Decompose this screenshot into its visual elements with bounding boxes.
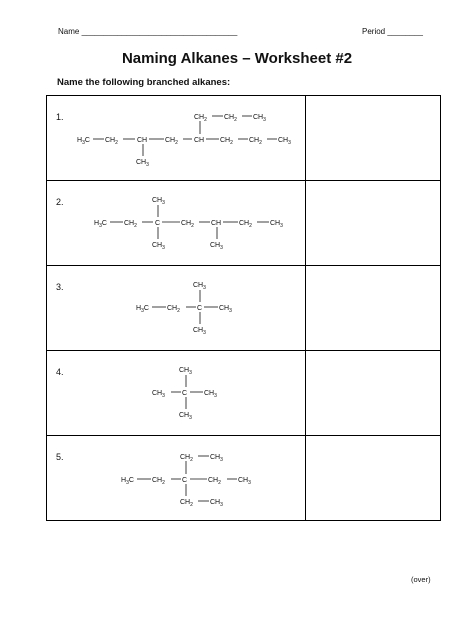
svg-text:CH2: $CH_2$: [124, 220, 137, 229]
svg-text:CH2: $CH_2$: [105, 137, 118, 146]
svg-text:CH: CH: [194, 137, 205, 144]
structure-cell-3: [47, 266, 306, 351]
structure-diagram-2: [47, 181, 305, 265]
svg-text:CH3: $CH_3$: [210, 454, 223, 463]
svg-text:H3C: $H_3C$: [121, 477, 134, 486]
svg-text:H3C: $H_3C$: [77, 137, 90, 146]
svg-text:CH2: $CH_2$: [239, 220, 252, 229]
problem-number-1: 1.: [56, 112, 64, 122]
svg-text:CH2: $CH_2$: [194, 114, 207, 123]
svg-text:CH3: $CH_3$: [278, 137, 291, 146]
problem-number-3: 3.: [56, 282, 64, 292]
svg-text:C: C: [197, 305, 203, 312]
structure-cell-5: [47, 436, 306, 521]
period-field[interactable]: Period ________: [362, 27, 423, 36]
structure-cell-2: [47, 181, 306, 266]
svg-text:C: C: [155, 220, 161, 227]
structure-diagram-1: [47, 96, 305, 180]
svg-text:CH3: $CH_3$: [193, 282, 206, 291]
answer-cell-5[interactable]: [306, 436, 441, 521]
svg-text:CH2: $CH_2$: [152, 477, 165, 486]
svg-text:CH2: $CH_2$: [167, 305, 180, 314]
svg-text:CH2: $CH_2$: [180, 454, 193, 463]
svg-text:CH3: $CH_3$: [210, 242, 223, 251]
svg-text:CH3: $CH_3$: [179, 367, 192, 376]
problem-number-4: 4.: [56, 367, 64, 377]
structure-cell-1: [47, 96, 306, 181]
svg-text:CH2: $CH_2$: [165, 137, 178, 146]
answer-cell-1[interactable]: [306, 96, 441, 181]
problem-number-2: 2.: [56, 197, 64, 207]
answer-cell-2[interactable]: [306, 181, 441, 266]
problem-row-4: [47, 351, 441, 436]
svg-text:CH3: $CH_3$: [152, 242, 165, 251]
svg-text:CH: CH: [137, 137, 148, 144]
svg-text:CH3: $CH_3$: [193, 327, 206, 336]
svg-text:CH3: $CH_3$: [136, 159, 149, 168]
svg-text:CH3: $CH_3$: [219, 305, 232, 314]
svg-text:CH3: $CH_3$: [204, 390, 217, 399]
structure-diagram-5: [47, 436, 305, 520]
svg-text:CH2: $CH_2$: [181, 220, 194, 229]
worksheet-table: [46, 95, 441, 521]
page-title: Naming Alkanes – Worksheet #2: [121, 50, 353, 67]
structure-diagram-4: [47, 351, 305, 435]
svg-text:C: C: [182, 390, 188, 397]
svg-text:CH3: $CH_3$: [152, 390, 165, 399]
page-footer-over: (over): [411, 575, 431, 584]
svg-text:CH: CH: [211, 220, 222, 227]
svg-text:H3C: $H_3C$: [94, 220, 107, 229]
svg-text:CH3: $CH_3$: [152, 197, 165, 206]
svg-text:CH2: $CH_2$: [180, 499, 193, 508]
svg-text:CH3: $CH_3$: [270, 220, 283, 229]
svg-text:CH2: $CH_2$: [249, 137, 262, 146]
structure-cell-4: [47, 351, 306, 436]
problem-row-3: [47, 266, 441, 351]
svg-text:C: C: [182, 477, 188, 484]
name-field[interactable]: Name ___________________________________: [58, 27, 238, 36]
svg-text:H3C: $H_3C$: [136, 305, 149, 314]
svg-text:CH3: $CH_3$: [210, 499, 223, 508]
problem-number-5: 5.: [56, 452, 64, 462]
instructions: Name the following branched alkanes:: [57, 77, 231, 88]
svg-text:CH2: $CH_2$: [224, 114, 237, 123]
structure-diagram-3: [47, 266, 305, 350]
svg-text:CH3: $CH_3$: [179, 412, 192, 421]
svg-text:CH3: $CH_3$: [238, 477, 251, 486]
svg-text:CH2: $CH_2$: [208, 477, 221, 486]
svg-text:CH2: $CH_2$: [220, 137, 233, 146]
problem-row-1: [47, 96, 441, 181]
problem-row-5: [47, 436, 441, 521]
answer-cell-4[interactable]: [306, 351, 441, 436]
svg-text:CH3: $CH_3$: [253, 114, 266, 123]
problem-row-2: [47, 181, 441, 266]
answer-cell-3[interactable]: [306, 266, 441, 351]
